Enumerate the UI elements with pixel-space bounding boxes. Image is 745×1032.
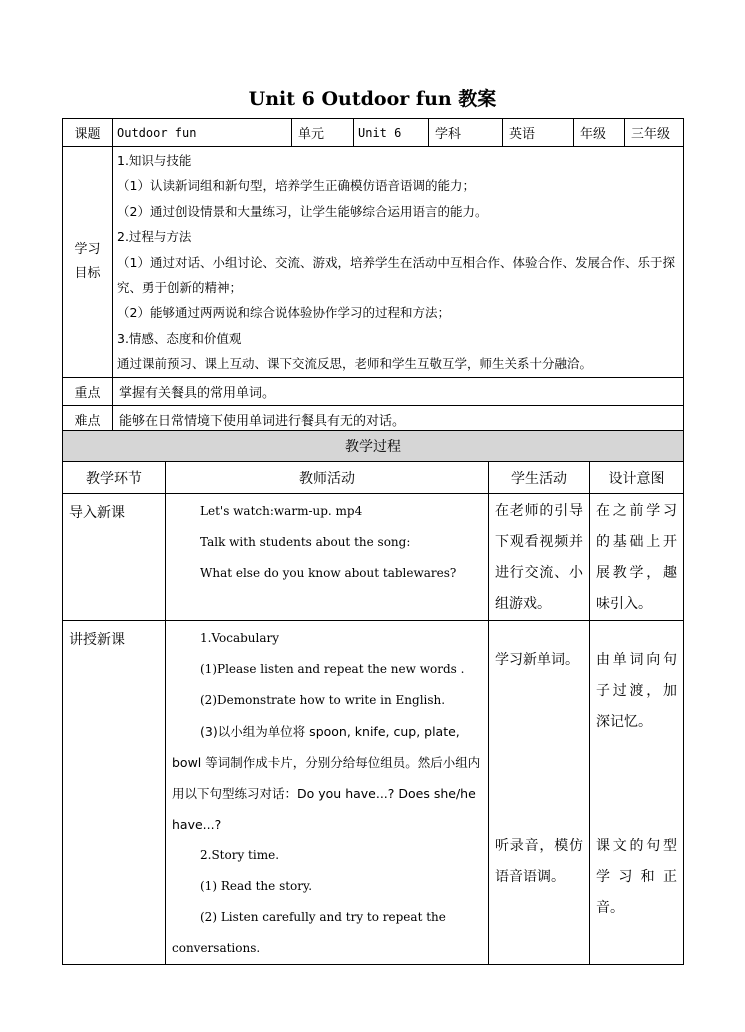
objective-line: 通过课前预习、课上互动、课下交流反思，老师和学生互敬互学，师生关系十分融洽。: [117, 356, 593, 372]
header-intent: 设计意图: [590, 462, 684, 494]
objectives-content: [113, 147, 684, 378]
grade-value: 三年级: [625, 119, 684, 147]
design-intent-intro: 在之前学习的基础上开展教学，趣味引入。: [590, 494, 684, 621]
teacher-line: What else do you know about tablewares?: [200, 566, 457, 580]
teacher-line: (3)以小组为单位将 spoon, knife, cup, plate, bowl 等词制作成卡片，分别分给每位组员。然后小组内用以下句型练习对话：Do you have...? Does she/he have...?: [172, 724, 481, 832]
key-point-label: 重点: [63, 377, 113, 405]
unit-value: Unit 6: [354, 119, 429, 147]
objective-line: 3.情感、态度和价值观: [117, 330, 242, 346]
header-student: 学生活动: [489, 462, 590, 494]
subject-label: 学科: [429, 119, 503, 147]
student-activity-item: 听录音，模仿语音语调。: [495, 838, 583, 885]
teacher-line: (2)Demonstrate how to write in English.: [200, 693, 446, 707]
teacher-line: 2.Story time.: [200, 848, 280, 862]
teacher-line: (1)Please listen and repeat the new words .: [200, 662, 465, 676]
student-activity-item: 学习新单词。: [495, 652, 579, 668]
topic-label: 课题: [63, 119, 113, 147]
student-activity-new-lesson: [489, 621, 590, 965]
stage-intro: 导入新课: [63, 494, 166, 621]
objectives-label: [63, 147, 113, 378]
design-intent-new-lesson: [590, 621, 684, 965]
design-intent-item: 课文的句型学习和正音。: [596, 838, 677, 916]
teacher-activity-intro: [166, 494, 489, 621]
teacher-activity-new-lesson: [166, 621, 489, 965]
objective-line: 1.知识与技能: [117, 153, 192, 168]
teaching-process-table: [62, 430, 684, 965]
objective-line: （2）通过创设情景和大量练习，让学生能够综合运用语言的能力。: [117, 203, 488, 219]
header-stage: 教学环节: [63, 462, 166, 494]
objectives-label-text: 学习目标: [74, 241, 101, 281]
grade-label: 年级: [574, 119, 625, 147]
design-intent-item: 由单词向句子过渡，加深记忆。: [596, 652, 677, 730]
difficulty-label: 难点: [63, 405, 113, 433]
objective-line: （1）认读新词组和新句型，培养学生正确模仿语音语调的能力；: [117, 178, 475, 194]
teacher-line: Talk with students about the song:: [200, 535, 411, 549]
stage-new-lesson: 讲授新课: [63, 621, 166, 965]
key-point-value: 掌握有关餐具的常用单词。: [113, 377, 684, 405]
lesson-info-table: [62, 118, 684, 434]
teacher-line: (2) Listen carefully and try to repeat the conversations.: [172, 910, 446, 955]
teacher-line: 1.Vocabulary: [200, 631, 280, 645]
teacher-line: Let's watch:warm-up. mp4: [200, 504, 363, 518]
student-activity-intro: 在老师的引导下观看视频并进行交流、小组游戏。: [489, 494, 590, 621]
teacher-line: (1) Read the story.: [200, 879, 313, 893]
section-title: 教学过程: [63, 431, 684, 462]
objective-line: 2.过程与方法: [117, 229, 192, 245]
objective-line: （2）能够通过两两说和综合说体验协作学习的过程和方法；: [117, 305, 450, 321]
unit-label: 单元: [292, 119, 354, 147]
header-teacher: 教师活动: [166, 462, 489, 494]
topic-value: Outdoor fun: [113, 119, 292, 147]
objective-line: （1）通过对话、小组讨论、交流、游戏，培养学生在活动中互相合作、体验合作、发展合作、乐于探究、勇于创新的精神；: [117, 254, 675, 296]
difficulty-value: 能够在日常情境下使用单词进行餐具有无的对话。: [113, 405, 684, 433]
document-title: Unit 6 Outdoor fun 教案: [248, 88, 497, 110]
subject-value: 英语: [503, 119, 574, 147]
